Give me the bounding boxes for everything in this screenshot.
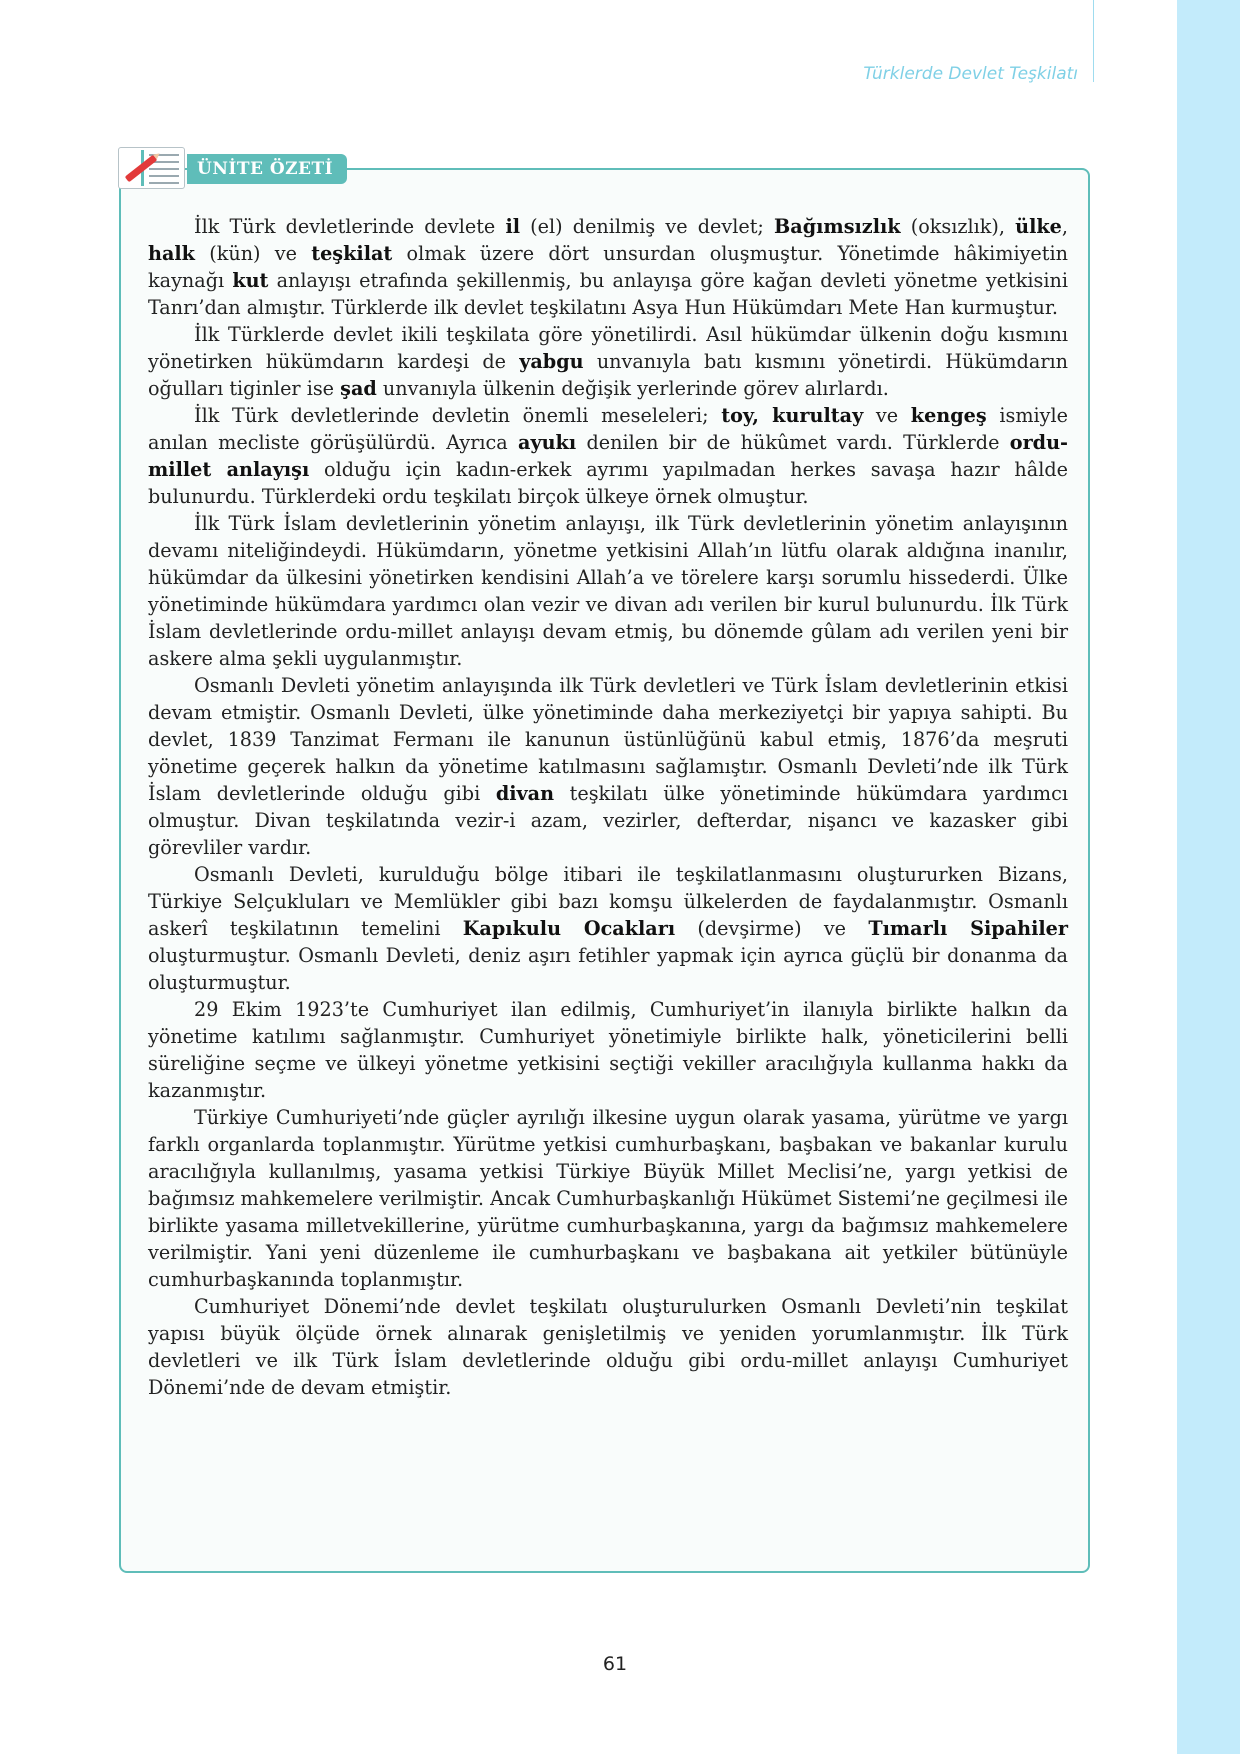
text-run: Osmanlı Devleti yönetim anlayışında ilk Türk devletleri ve Türk İslam devletlerinin etkisi devam etmiştir. Osmanlı Devleti, ülke yönetiminde daha merkeziyetçi bir yapıya sahipti. Bu devlet, 1839 Tanzimat Fermanı ile kanunun üstünlüğünü kabul etmiş, 1876’da meşruti yönetime geçerek halkın da yönetime katılmasını sağlamıştır. Osmanlı Devleti’nde ilk Türk İslam devletlerinde olduğu gibi: [148, 674, 1068, 805]
page-number: 61: [602, 1653, 628, 1675]
text-run: İlk Türk devletlerinde devletin önemli meseleleri;: [194, 404, 722, 427]
key-term: ordu-millet anlayışı: [148, 431, 1069, 481]
text-run: İlk Türk İslam devletlerinin yönetim anlayışı, ilk Türk devletlerinin yönetim anlayışının devamı niteliğindeydi. Hükümdarın, yönetme yetkisini Allah’ın lütfu olarak aldığına inanılır, hükümdar da ülkesini yönetirken kendisini Allah’a ve törelere karşı sorumlu hissederdi. Ülke yönetiminde hükümdara yardımcı olan vezir ve divan adı verilen bir kurul bulunurdu. İlk Türk İslam devletlerinde ordu-millet anlayışı devam etmiş, bu dönemde gûlam adı verilen yeni bir askere alma şekli uygulanmıştır.: [148, 512, 1068, 670]
key-term: halk: [148, 242, 195, 265]
text-run: oluşturmuştur. Osmanlı Devleti, deniz aşırı fetihler yapmak için ayrıca güçlü bir donanma da oluşturmuştur.: [148, 944, 1068, 994]
text-run: Türkiye Cumhuriyeti’nde güçler ayrılığı ilkesine uygun olarak yasama, yürütme ve yargı farklı organlarda toplanmıştır. Yürütme yetkisi cumhurbaşkanı, başbakan ve bakanlar kurulu aracılığıyla kullanılmış, yasama yetkisi Türkiye Büyük Millet Meclisi’ne, yargı yetkisi de bağımsız mahkemelere verilmiştir. Ancak Cumhurbaşkanlığı Hükümet Sistemi’ne geçilmesi ile birlikte yasama milletvekillerine, yürütme cumhurbaşkanına, yargı da bağımsız mahkemelere verilmiştir. Yani yeni düzenleme ile cumhurbaşkanı ve başbakana ait yetkiler bütünüyle cumhurbaşkanında toplanmıştır.: [148, 1106, 1068, 1291]
summary-paragraph: [148, 1104, 1068, 1293]
summary-paragraph: [148, 402, 1068, 510]
text-run: teşkilatı ülke yönetiminde hükümdara yardımcı olmuştur. Divan teşkilatında vezir-i azam, vezirler, defterdar, nişancı ve kazasker gibi görevliler vardır.: [148, 782, 1068, 859]
text-run: (kün) ve: [194, 242, 312, 265]
key-term: Bağımsızlık: [774, 215, 901, 238]
text-run: ,: [1061, 215, 1068, 238]
text-run: Osmanlı Devleti, kurulduğu bölge itibari ile teşkilatlanmasını oluştururken Bizans, Türkiye Selçukluları ve Memlükler gibi bazı komşu ülkelerden de faydalanmıştır. Osmanlı askerî teşkilatının temelini: [148, 863, 1068, 940]
key-term: şad: [340, 377, 377, 400]
text-run: (el) denilmiş ve devlet;: [520, 215, 775, 238]
summary-paragraph: [148, 510, 1068, 672]
text-run: İlk Türklerde devlet ikili teşkilata göre yönetilirdi. Asıl hükümdar ülkenin doğu kısmını yönetirken hükümdarın kardeşi de: [148, 323, 1068, 373]
page-edge-color-strip: [1177, 0, 1240, 1754]
text-run: ismiyle anılan mecliste görüşülürdü. Ayrıca: [148, 404, 1068, 454]
key-term: divan: [495, 782, 555, 805]
section-title: ÜNİTE ÖZETİ: [187, 154, 347, 184]
key-term: ülke: [1015, 215, 1062, 238]
key-term: yabgu: [519, 350, 584, 373]
key-term: toy, kurultay: [721, 404, 864, 427]
text-run: denilen bir de hükûmet vardı. Türklerde: [576, 431, 1010, 454]
summary-paragraph: [148, 1293, 1068, 1401]
text-run: (devşirme) ve: [675, 917, 869, 940]
text-run: Cumhuriyet Dönemi’nde devlet teşkilatı oluşturulurken Osmanlı Devleti’nin teşkilat yapısı büyük ölçüde örnek alınarak genişletilmiş ve yeniden yorumlanmıştır. İlk Türk devletleri ve ilk Türk İslam devletlerinde olduğu gibi ordu-millet anlayışı Cumhuriyet Dönemi’nde de devam etmiştir.: [148, 1295, 1068, 1399]
text-run: olduğu için kadın-erkek ayrımı yapılmadan herkes savaşa hazır hâlde bulunurdu. Türklerdeki ordu teşkilatı birçok ülkeye örnek olmuştur.: [148, 458, 1068, 508]
text-run: İlk Türk devletlerinde devlete: [194, 215, 506, 238]
text-run: olmak üzere dört unsurdan oluşmuştur. Yönetimde hâkimiyetin kaynağı: [148, 242, 1068, 292]
key-term: ayukı: [518, 431, 577, 454]
key-term: kengeş: [910, 404, 987, 427]
key-term: Kapıkulu Ocakları: [462, 917, 676, 940]
summary-paragraph: [148, 996, 1068, 1104]
summary-text: [148, 213, 1068, 1401]
key-term: teşkilat: [311, 242, 393, 265]
text-run: ve: [863, 404, 911, 427]
text-run: 29 Ekim 1923’te Cumhuriyet ilan edilmiş, Cumhuriyet’in ilanıyla birlikte halkın da yönetime katılımı sağlanmıştır. Cumhuriyet yönetimiyle birlikte halk, yöneticilerini belli süreliğine seçme ve ülkeyi yönetme yetkisini seçtiği vekiller aracılığıyla kullanma hakkı da kazanmıştır.: [148, 998, 1068, 1102]
summary-paragraph: [148, 861, 1068, 996]
text-run: unvanıyla ülkenin değişik yerlerinde görev alırlardı.: [376, 377, 889, 400]
key-term: il: [505, 215, 521, 238]
running-head: Türklerde Devlet Teşkilatı: [863, 64, 1078, 84]
summary-paragraph: [148, 213, 1068, 321]
notebook-pencil-icon: [118, 147, 185, 189]
header-rule: [1093, 0, 1094, 82]
key-term: kut: [232, 269, 269, 292]
summary-paragraph: [148, 672, 1068, 861]
key-term: Tımarlı Sipahiler: [868, 917, 1068, 940]
text-run: anlayışı etrafında şekillenmiş, bu anlayışa göre kağan devleti yönetme yetkisini Tanrı’dan almıştır. Türklerde ilk devlet teşkilatını Asya Hun Hükümdarı Mete Han kurmuştur.: [148, 269, 1068, 319]
summary-paragraph: [148, 321, 1068, 402]
text-run: unvanıyla batı kısmını yönetirdi. Hükümdarın oğulları tiginler ise: [148, 350, 1068, 400]
text-run: (oksızlık),: [900, 215, 1016, 238]
